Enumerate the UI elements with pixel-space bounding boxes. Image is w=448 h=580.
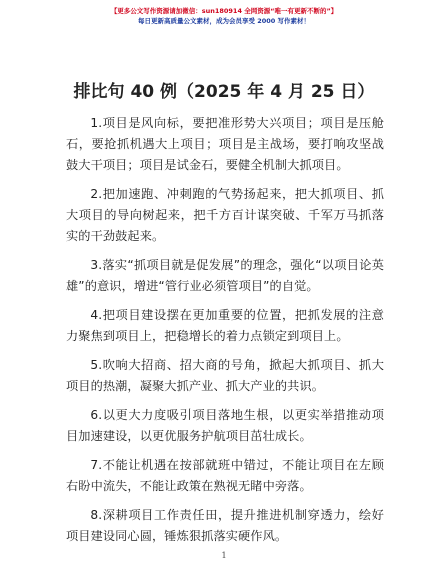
paragraph-3: 3.落实“抓项目就是促发展”的理念，强化“以项目论英雄”的意识，增进“管行业必须管项目”的自觉。 xyxy=(66,258,384,293)
document-body xyxy=(66,113,384,555)
paragraph-4: 4.把项目建设摆在更加重要的位置，把抓发展的注意力聚焦到项目上，把稳增长的着力点锁定到项目上。 xyxy=(66,308,384,343)
paragraph-1: 1.项目是风向标，要把准形势大兴项目；项目是压舱石，要抢抓机遇大上项目；项目是主战场，要打响攻坚战鼓大干项目；项目是试金石，要健全机制大抓项目。 xyxy=(66,116,384,172)
paragraph-8: 8.深耕项目工作责任田，提升推进机制穿透力，绘好项目建设同心圆，锤炼狠抓落实硬作风。 xyxy=(66,508,384,543)
paragraph-7: 7.不能让机遇在按部就班中错过，不能让项目在左顾右盼中流失，不能让政策在熟视无睹中旁落。 xyxy=(66,458,384,493)
paragraph-6: 6.以更大力度吸引项目落地生根，以更实举措推动项目加速建设，以更优服务护航项目茁壮成长。 xyxy=(66,408,384,443)
header-banner xyxy=(0,6,448,26)
banner-subline: 每日更新高质量公文素材，成为会员享受 2000 写作素材！ xyxy=(137,17,311,25)
page-number: 1 xyxy=(221,551,227,560)
paragraph-5: 5.吹响大招商、招大商的号角，掀起大抓项目、抓大项目的热潮，凝聚大抓产业、抓大产业的共识。 xyxy=(66,358,384,393)
document-title: 排比句 40 例（2025 年 4 月 25 日） xyxy=(73,82,375,102)
banner-promo-line: 【更多公文写作资源请加微信：sun180914 全网资源“唯一有更新不断的”】 xyxy=(110,7,338,15)
paragraph-2: 2.把加速跑、冲刺跑的气势扬起来，把大抓项目、抓大项目的导向树起来，把千方百计谋突破、千军万马抓落实的干劲鼓起来。 xyxy=(66,187,384,243)
